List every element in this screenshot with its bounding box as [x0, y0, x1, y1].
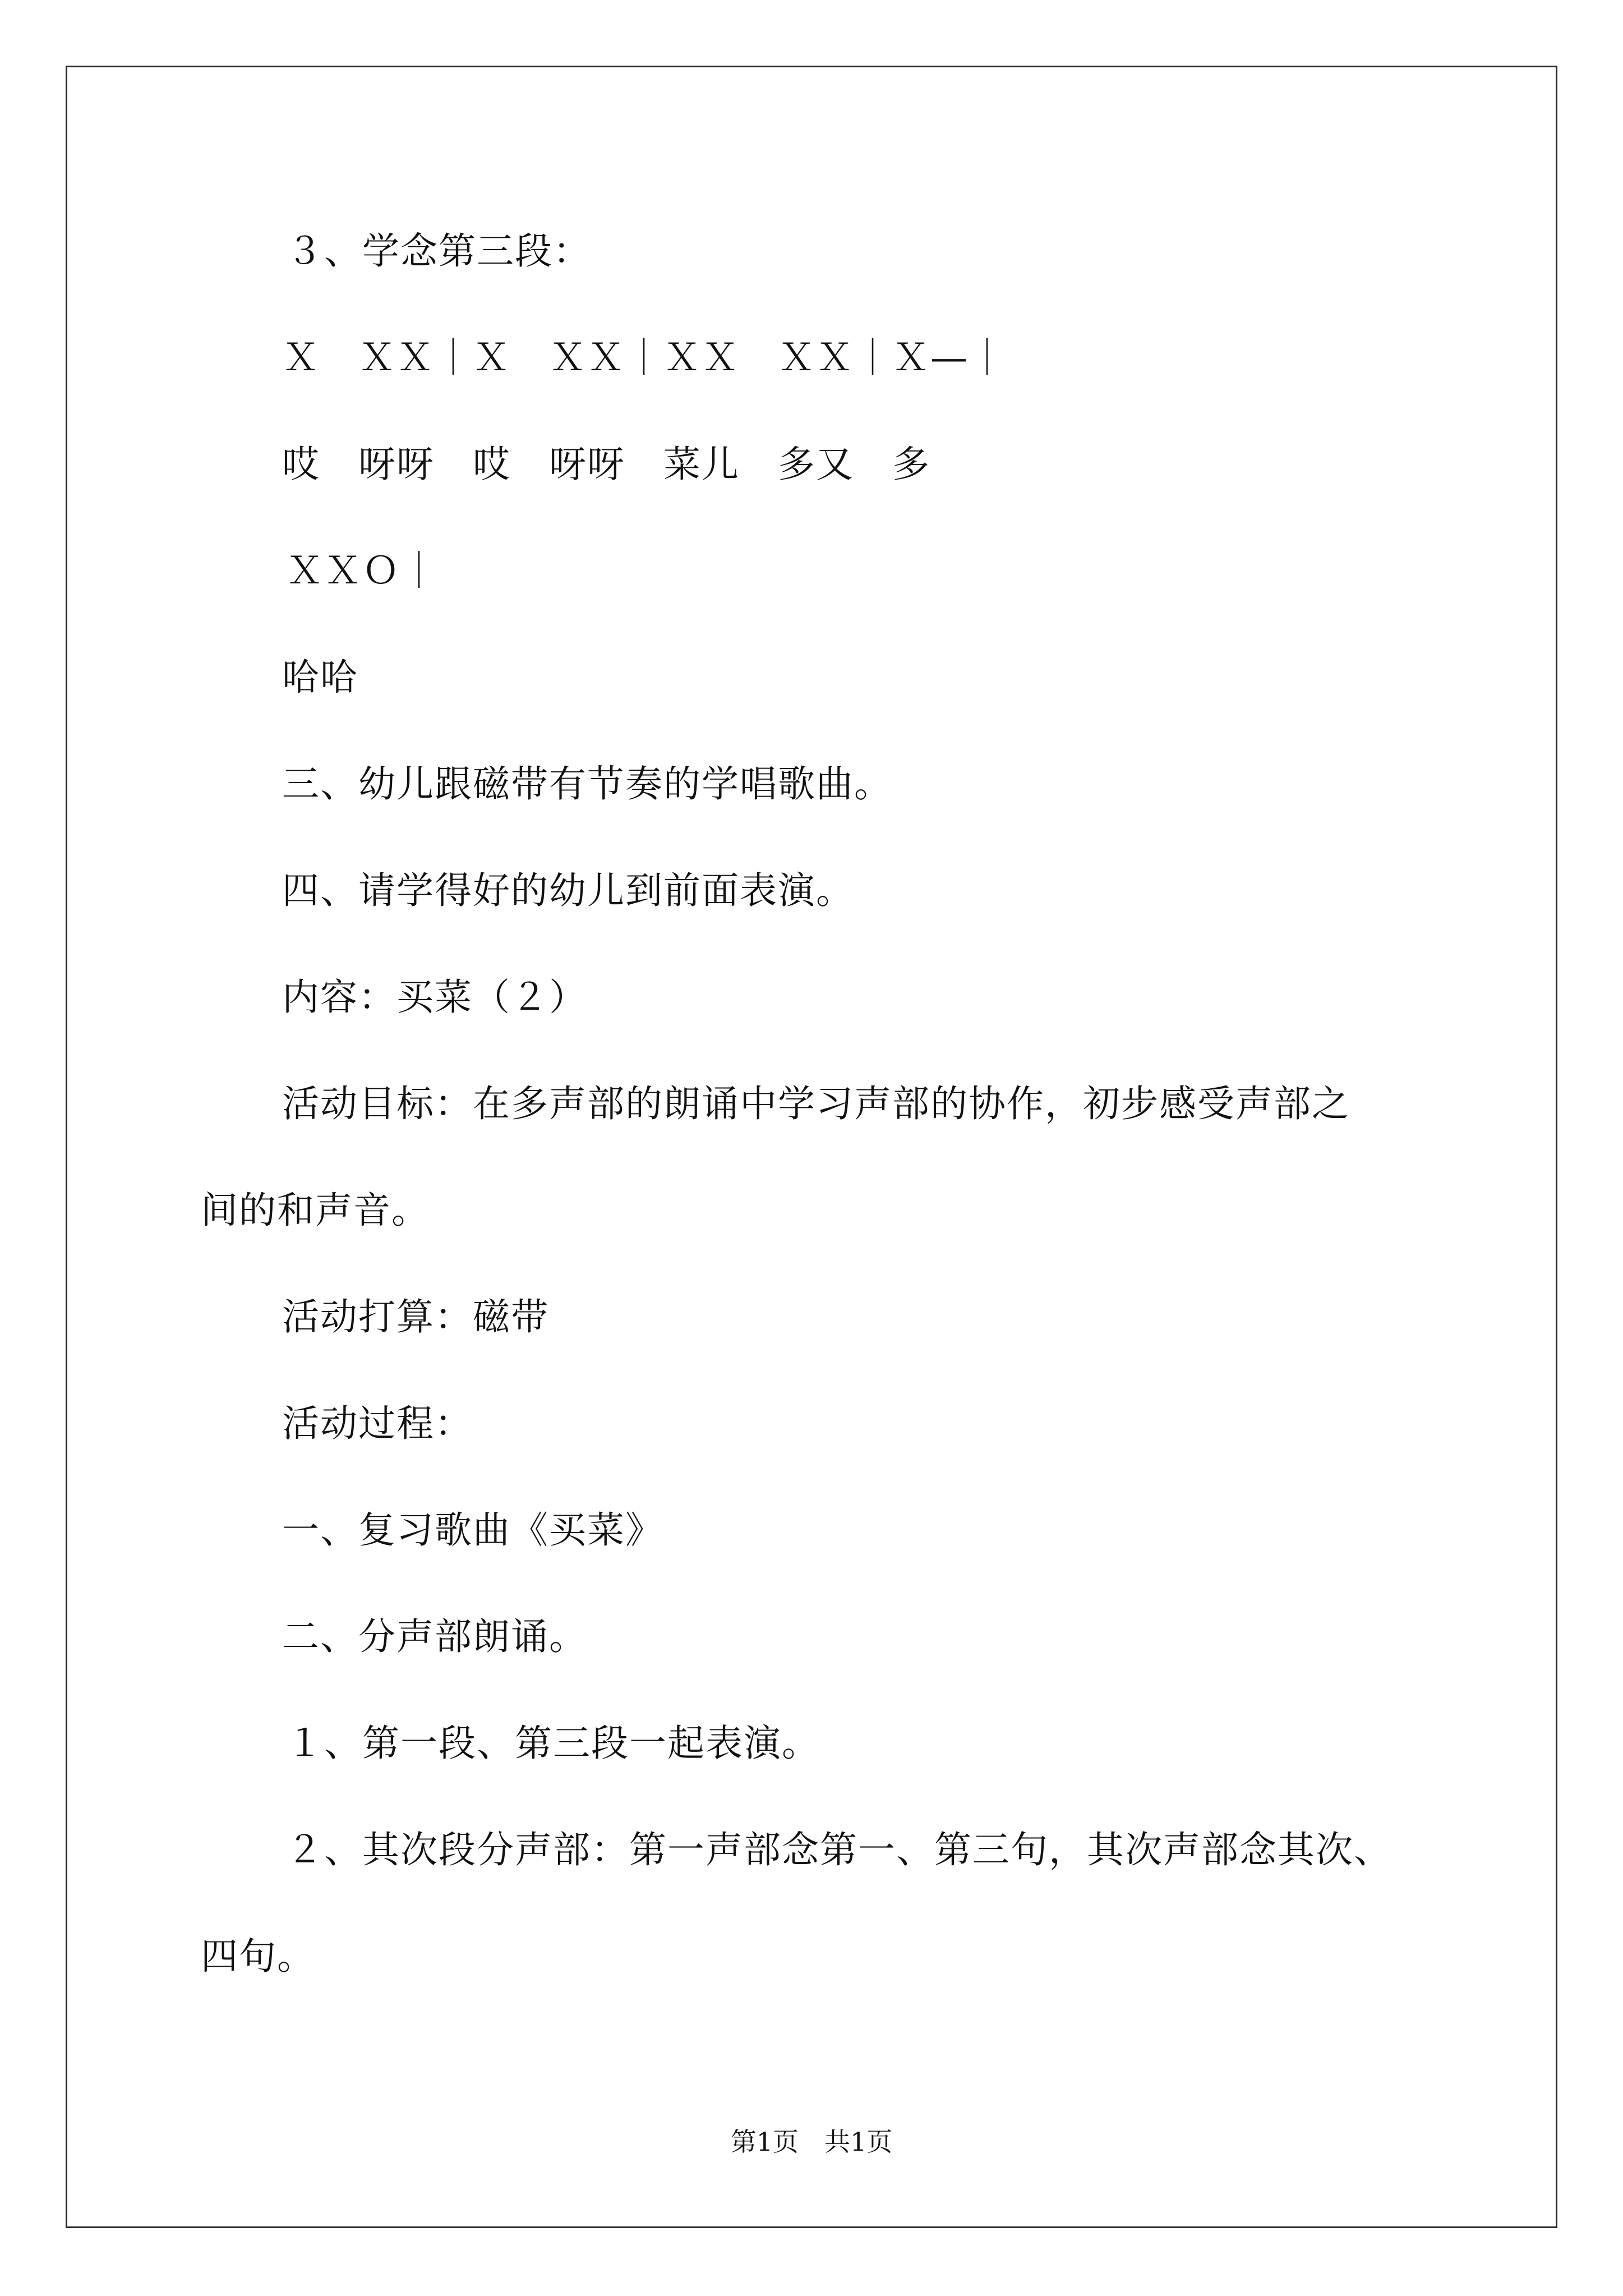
text-line: Ｘ ＸＸ｜Ｘ ＸＸ｜ＸＸ ＸＸ｜Ｘ—｜ — [282, 336, 1007, 379]
page-border — [66, 66, 1557, 2228]
text-line: ３、学念第三段： — [286, 229, 591, 273]
text-line: 活动目标：在多声部的朗诵中学习声部的协作，初步感受声部之 — [282, 1082, 1350, 1125]
text-line: 内容：买菜（２） — [282, 976, 587, 1019]
text-line: ２、其次段分声部：第一声部念第一、第三句，其次声部念其次、 — [286, 1828, 1392, 1871]
page-footer: 第1页 共1页 — [730, 2127, 893, 2157]
text-line: ＸＸＯ｜ — [286, 549, 439, 592]
text-line: 一、复习歌曲《买菜》 — [282, 1508, 663, 1552]
text-line: 三、幼儿跟磁带有节奏的学唱歌曲。 — [282, 762, 892, 806]
text-line: 间的和声音。 — [201, 1189, 430, 1232]
text-line: 四、请学得好的幼儿到前面表演。 — [282, 869, 854, 912]
text-line: 哈哈 — [282, 656, 358, 699]
text-line: 四句。 — [201, 1935, 315, 1978]
text-line: 二、分声部朗诵。 — [282, 1615, 587, 1658]
text-line: 活动过程： — [282, 1402, 473, 1445]
text-line: １、第一段、第三段一起表演。 — [286, 1722, 820, 1765]
text-line: 活动打算：磁带 — [282, 1295, 549, 1338]
text-line: 哎 呀呀 哎 呀呀 菜儿 多又 多 — [282, 443, 930, 486]
